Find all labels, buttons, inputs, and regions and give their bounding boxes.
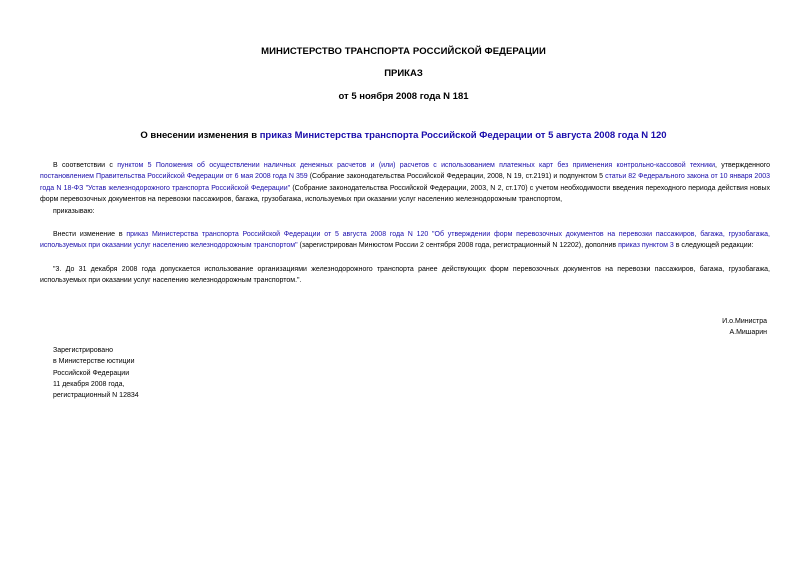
registration-block (53, 345, 139, 401)
p3-link-order[interactable]: приказ Министерства транспорта Российской Федерации от 5 августа 2008 года N 120 "Об утверждении форм перевозочных документов на перевозки пассажиров, багажа, грузобагажа, используемых при оказании услуг населению железнодорожным транспортом" (40, 231, 770, 250)
p3-link-clause[interactable]: приказ пунктом 3 (618, 242, 674, 250)
paragraph-clause-3: "3. До 31 декабря 2008 года допускается использование организациями железнодорожного транспорта ранее действующих форм перевозочных документов на перевозки пассажиров, багажа, грузобагажа, используемых при оказании услуг населению железнодорожным транспортом.". (40, 266, 770, 285)
registration-line: в Министерстве юстиции (53, 358, 135, 366)
title-link[interactable]: приказ Министерства транспорта Российской Федерации от 5 августа 2008 года N 120 (259, 130, 667, 141)
p3-text-3: в следующей редакции: (673, 242, 754, 250)
signature-block (722, 316, 767, 339)
registration-line: Российской Федерации (53, 369, 130, 377)
p1-text-3: (Собрание законодательства Российской Федерации, 2008, N 19, ст.2191) и подпунктом 5 (307, 173, 606, 181)
p1-text-1: В соответствии с (53, 162, 118, 169)
doc-type-heading: ПРИКАЗ (384, 68, 423, 79)
p3-text-2: (зарегистрирован Минюстом России 2 сентября 2008 года, регистрационный N 12202), дополнив (297, 242, 619, 250)
p1-text-2: , утвержденного (715, 162, 771, 169)
paragraph-order: приказываю: (53, 208, 95, 215)
title-prefix: О внесении изменения в (140, 130, 260, 141)
date-number-heading: от 5 ноября 2008 года N 181 (338, 91, 469, 102)
signature-position: И.о.Министра (722, 318, 767, 325)
registration-line: регистрационный N 12834 (53, 392, 139, 400)
p1-link-law[interactable]: статьи 82 Федерального закона от 10 января 2003 года N 18-ФЗ "Устав железнодорожного транспорта Российской Федерации" (40, 173, 770, 192)
p3-text-1: Внести изменение в (53, 231, 127, 238)
paragraph-amendment (40, 229, 770, 252)
document-title (0, 130, 807, 141)
p1-link-resolution[interactable]: постановлением Правительства Российской Федерации от 6 мая 2008 года N 359 (40, 173, 308, 181)
ministry-heading: МИНИСТЕРСТВО ТРАНСПОРТА РОССИЙСКОЙ ФЕДЕРАЦИИ (261, 46, 546, 57)
paragraph-basis (40, 160, 770, 205)
signature-name: А.Мишарин (729, 329, 767, 337)
p1-text-4: (Собрание законодательства Российской Федерации, 2003, N 2, ст.170) с учетом необходимости введения переходного периода действия новых форм перевозочных документов на перевозки пассажиров, багажа, грузобагажа, используемых при оказании услуг населению железнодорожным транспортом, (40, 184, 771, 203)
p1-link-regulation[interactable]: пунктом 5 Положения об осуществлении наличных денежных расчетов и (или) расчетов с использованием платежных карт без применения контрольно-кассовой техники (117, 162, 716, 169)
registration-line: 11 декабря 2008 года, (53, 380, 125, 388)
registration-line: Зарегистрировано (53, 347, 113, 354)
